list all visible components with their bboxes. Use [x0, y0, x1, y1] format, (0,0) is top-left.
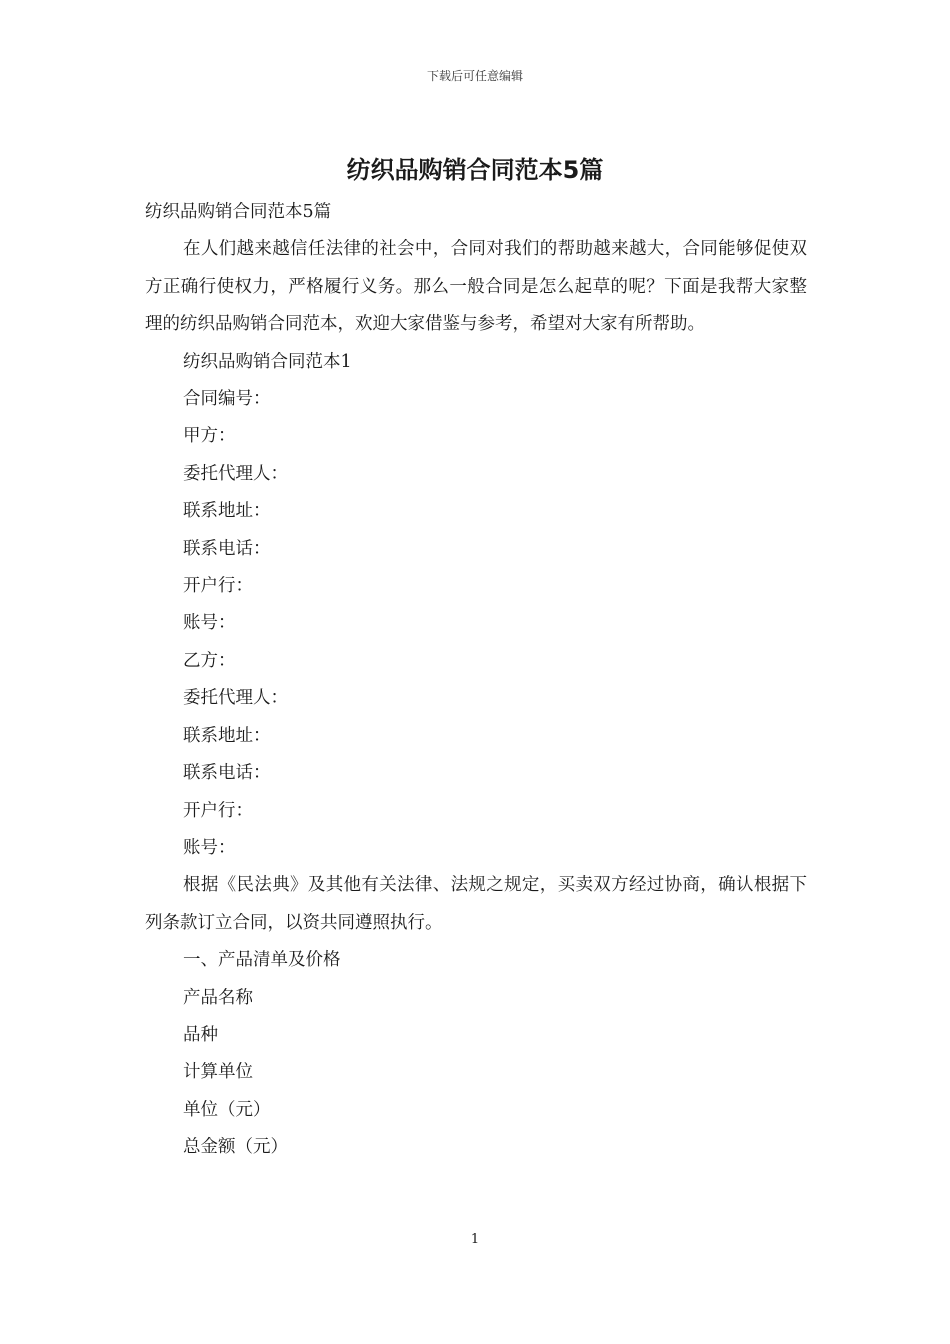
page-header-note: 下载后可任意编辑: [426, 69, 523, 83]
field-contract-number: 合同编号：: [183, 389, 271, 410]
column-product-name: 产品名称: [183, 987, 253, 1008]
field-party-a-account: 账号：: [183, 613, 236, 634]
field-party-a: 甲方：: [183, 426, 236, 447]
field-party-b: 乙方：: [183, 650, 236, 671]
field-party-b-agent: 委托代理人：: [183, 688, 288, 709]
column-unit: 计算单位: [183, 1062, 253, 1083]
section-title: 纺织品购销合同范本1: [183, 351, 352, 372]
intro-paragraph: 在人们越来越信任法律的社会中，合同对我们的帮助越来越大，合同能够促使双方正确行使权力，严格履行义务。那么一般合同是怎么起草的呢？下面是我帮大家整理的纺织品购销合同范本，欢迎大家借鉴与参考，希望对大家有所帮助。: [145, 239, 807, 335]
field-party-a-bank: 开户行：: [183, 576, 253, 597]
column-total-amount: 总金额（元）: [183, 1137, 288, 1158]
document-subtitle: 纺织品购销合同范本5篇: [145, 202, 332, 222]
clause-title: 一、产品清单及价格: [183, 950, 341, 971]
document-body: [145, 194, 807, 1167]
agreement-paragraph: 根据《民法典》及其他有关法律、法规之规定，买卖双方经过协商，确认根据下列条款订立合同，以资共同遵照执行。: [145, 875, 807, 933]
column-variety: 品种: [183, 1024, 218, 1045]
field-party-b-address: 联系地址：: [183, 725, 271, 746]
field-party-a-address: 联系地址：: [183, 501, 271, 522]
field-party-b-bank: 开户行：: [183, 800, 253, 821]
field-party-a-agent: 委托代理人：: [183, 463, 288, 484]
field-party-b-phone: 联系电话：: [183, 763, 271, 784]
document-title: 纺织品购销合同范本5篇: [346, 156, 604, 184]
page-number: 1: [470, 1232, 480, 1247]
field-party-b-account: 账号：: [183, 837, 236, 858]
field-party-a-phone: 联系电话：: [183, 538, 271, 559]
column-unit-price: 单位（元）: [183, 1099, 271, 1120]
